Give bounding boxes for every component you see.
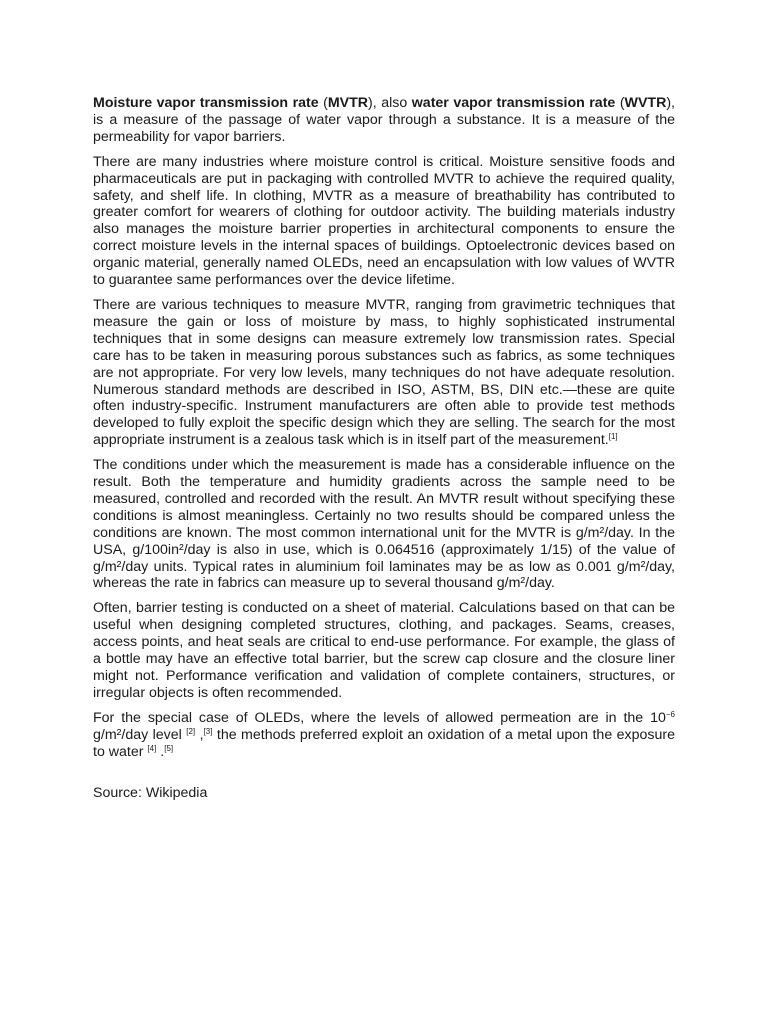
paragraph-conditions: The conditions under which the measurement is made has a considerable influence on the result. Both the temperature and humidity gradients across the sample need to be measured, controlled and recorded with the result. An MVTR result without specifying these conditions is almost meaningless. Certainly no two results should be compared unless the conditions are known. The most common international unit for the MVTR is g/m²/day. In the USA, g/100in²/day is also in use, which is 0.064516 (approximately 1/15) of the value of g/m²/day units. Typical rates in aluminium foil laminates may be as low as 0.001 g/m²/day, whereas the rate in fabrics can measure up to several thousand g/m²/day. bbox=[93, 457, 675, 592]
text-fragment: For the special case of OLEDs, where the levels of allowed permeation are in the 10 bbox=[93, 709, 666, 726]
paragraph-definition bbox=[93, 95, 675, 146]
text-fragment: . bbox=[156, 743, 165, 760]
paragraph-techniques bbox=[93, 297, 675, 449]
document-body bbox=[93, 95, 675, 809]
text-fragment: the methods preferred exploit an oxidation of a metal upon the exposure to water bbox=[93, 726, 676, 760]
text-fragment: , bbox=[195, 726, 204, 743]
exponent: −6 bbox=[665, 709, 675, 719]
reference-2: [2] bbox=[186, 726, 196, 736]
text-fragment: ), also bbox=[368, 95, 412, 111]
abbr-mvtr: MVTR bbox=[327, 95, 369, 111]
source-citation: Source: Wikipedia bbox=[93, 784, 208, 801]
paragraph-barrier-testing: Often, barrier testing is conducted on a sheet of material. Calculations based on that can be useful when designing completed structures, clothing, and packages. Seams, creases, access points, and heat seals are critical to end-use performance. For example, the glass of a bottle may have an effective total barrier, but the screw cap closure and the closure liner might not. Performance verification and validation of complete containers, structures, or irregular objects is often recommended. bbox=[93, 600, 675, 701]
term-mvtr: Moisture vapor transmission rate bbox=[93, 95, 319, 111]
text-fragment: ( bbox=[318, 95, 328, 111]
text-fragment: g/m²/day level bbox=[93, 726, 187, 743]
reference-3: [3] bbox=[203, 726, 213, 736]
term-wvtr: water vapor transmission rate bbox=[411, 95, 616, 111]
reference-4: [4] bbox=[147, 743, 157, 753]
paragraph-oleds bbox=[93, 710, 675, 761]
reference-5: [5] bbox=[164, 743, 174, 753]
abbr-wvtr: WVTR bbox=[624, 95, 667, 111]
text-fragment: There are various techniques to measure MVTR, ranging from gravimetric techniques that measure the gain or loss of moisture by mass, to highly sophisticated instrumental techniques that in some designs can measure extremely low transmission rates. Special care has to be taken in measuring porous substances such as fabrics, as some techniques are not appropriate. For very low levels, many techniques do not have adequate resolution. Numerous standard methods are described in ISO, ASTM, BS, DIN etc.—these are quite often industry-specific. Instrument manufacturers are often able to provide test methods developed to fully exploit the specific design which they are selling. The search for the most appropriate instrument is a zealous task which is in itself part of the measurement. bbox=[93, 296, 675, 449]
reference-1: [1] bbox=[608, 432, 618, 442]
text-fragment: ), is a measure of the passage of water vapor through a substance. It is a measure of the permeability for vapor barriers. bbox=[93, 95, 675, 145]
text-fragment: ( bbox=[615, 95, 625, 111]
paragraph-industries: There are many industries where moisture control is critical. Moisture sensitive foods and pharmaceuticals are put in packaging with controlled MVTR to achieve the required quality, safety, and shelf life. In clothing, MVTR as a measure of breathability has contributed to greater comfort for wearers of clothing for outdoor activity. The building materials industry also manages the moisture barrier properties in architectural components to ensure the correct moisture levels in the internal spaces of buildings. Optoelectronic devices based on organic material, generally named OLEDs, need an encapsulation with low values of WVTR to guarantee same performances over the device lifetime. bbox=[93, 153, 675, 289]
